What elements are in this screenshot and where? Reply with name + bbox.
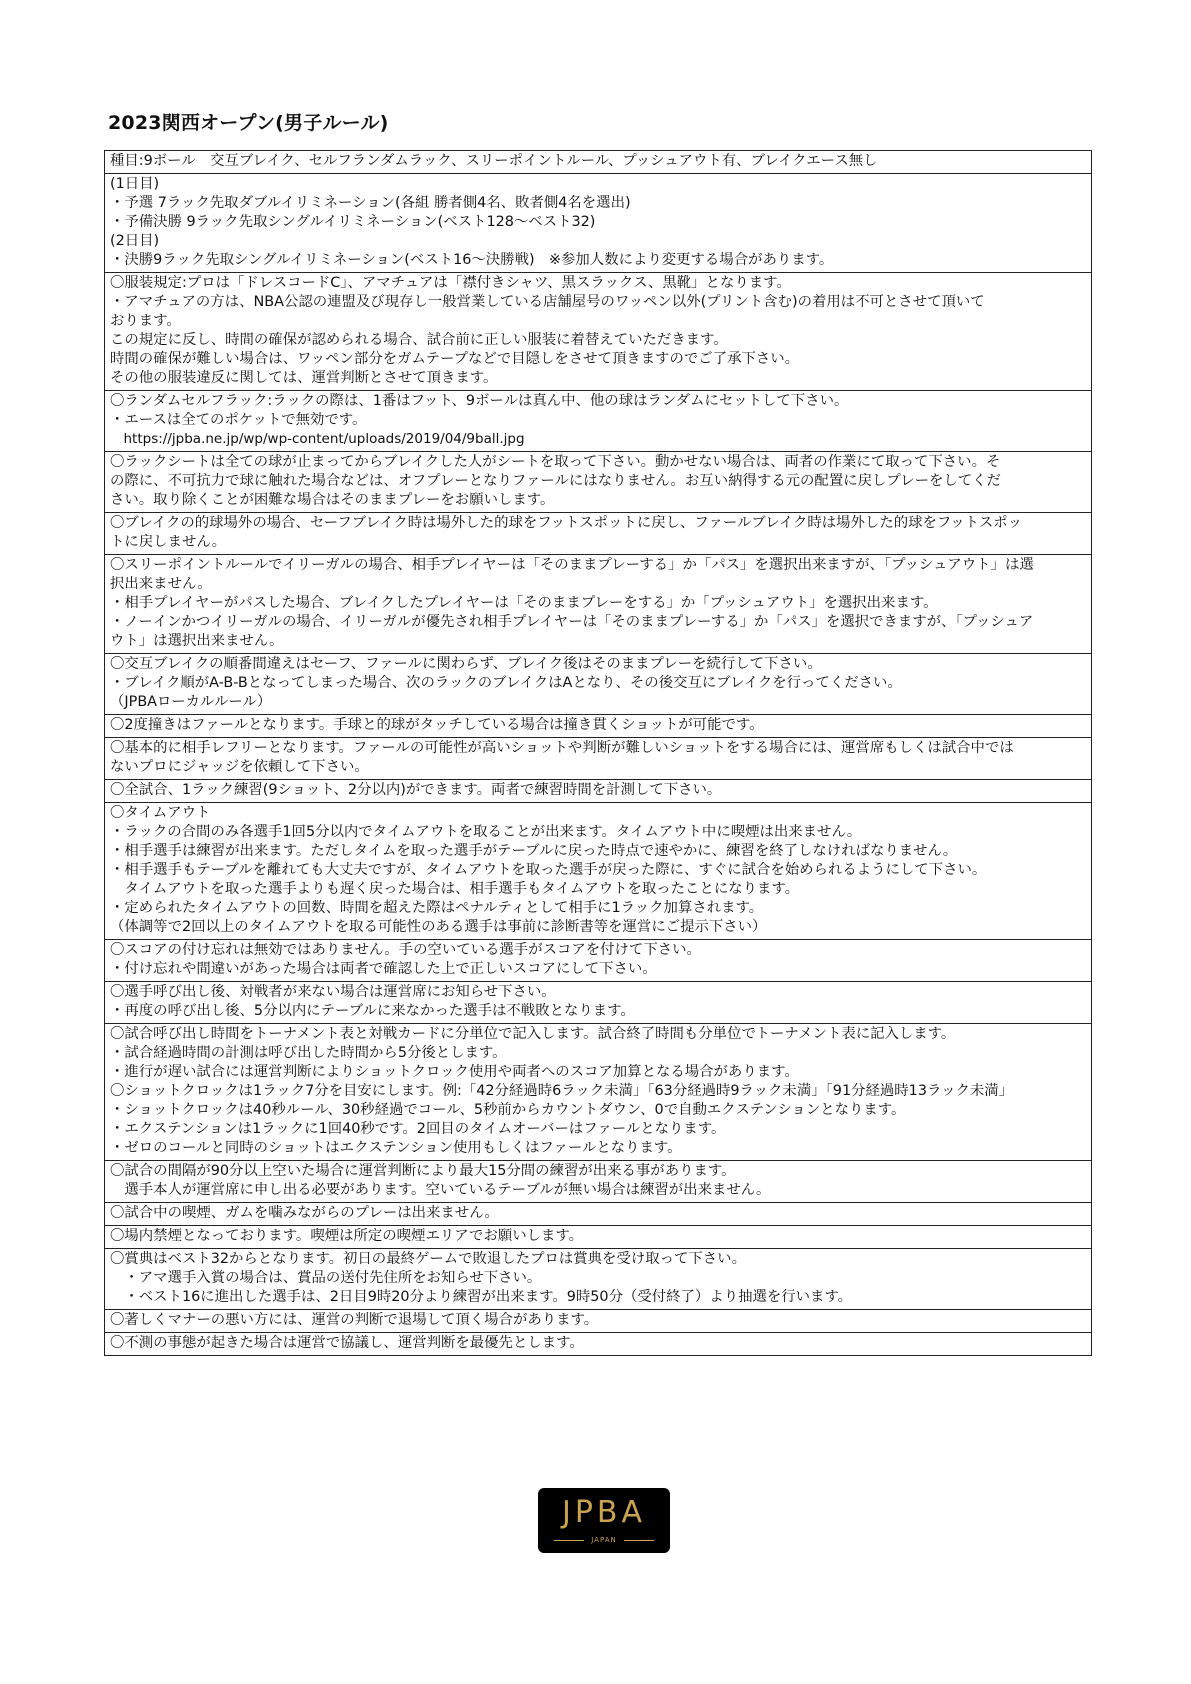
rule-row xyxy=(105,737,1091,779)
rule-line: 〇服装規定:プロは「ドレスコードC」、アマチュアは「襟付きシャツ、黒スラックス、黒靴」となります。 xyxy=(110,275,791,291)
rule-line: 〇場内禁煙となっております。喫煙は所定の喫煙エリアでお願いします。 xyxy=(110,1228,584,1244)
jpba-logo xyxy=(538,1488,670,1553)
rule-line: （体調等で2回以上のタイムアウトを取る可能性のある選手は事前に診断書等を運営にご提示下さい） xyxy=(110,919,767,935)
rule-line: 時間の確保が難しい場合は、ワッペン部分をガムテープなどで目隠しをさせて頂きますのでご了承下さい。 xyxy=(110,351,800,367)
rule-line: タイムアウトを取った選手よりも遅く戻った場合は、相手選手もタイムアウトを取ったことになります。 xyxy=(110,881,800,897)
rule-line: ・予選 7ラック先取ダブルイリミネーション(各組 勝者側4名、敗者側4名を選出) xyxy=(110,195,631,211)
rule-line: 〇ラックシートは全ての球が止まってからブレイクした人がシートを取って下さい。動かせない場合は、両者の作業にて取って下さい。そ xyxy=(110,454,1001,470)
rule-line: 〇基本的に相手レフリーとなります。ファールの可能性が高いショットや判断が難しいショットをする場合には、運営席もしくは試合中では xyxy=(110,740,1014,756)
rule-line: トに戻しません。 xyxy=(110,534,226,550)
rule-link[interactable]: https://jpba.ne.jp/wp/wp-content/uploads/2019/04/9ball.jpg xyxy=(110,431,525,447)
rule-line: 〇賞典はベスト32からとなります。初日の最終ゲームで敗退したプロは賞典を受け取って下さい。 xyxy=(110,1251,746,1267)
rule-line: さい。取り除くことが困難な場合はそのままプレーをお願いします。 xyxy=(110,492,555,508)
rule-row xyxy=(105,779,1091,802)
rule-line: 〇著しくマナーの悪い方には、運営の判断で退場して頂く場合があります。 xyxy=(110,1312,599,1328)
rule-row xyxy=(105,512,1091,554)
rule-row xyxy=(105,802,1091,939)
rule-row xyxy=(105,173,1091,272)
rule-line: 〇ランダムセルフラック:ラックの際は、1番はフット、9ボールは真ん中、他の球はランダムにセットして下さい。 xyxy=(110,393,849,409)
rule-line: 〇選手呼び出し後、対戦者が来ない場合は運営席にお知らせ下さい。 xyxy=(110,984,556,1000)
rule-row xyxy=(105,1332,1091,1355)
rule-line: ・ベスト16に進出した選手は、2日目9時20分より練習が出来ます。9時50分（受付終了）より抽選を行います。 xyxy=(110,1289,853,1305)
rule-line: ないプロにジャッジを依頼して下さい。 xyxy=(110,759,369,775)
rule-line: ・ラックの合間のみ各選手1回5分以内でタイムアウトを取ることが出来ます。タイムアウト中に喫煙は出来ません。 xyxy=(110,824,862,840)
rule-line: ・ショットクロックは40秒ルール、30秒経過でコール、5秒前からカウントダウン、0で自動エクステンションとなります。 xyxy=(110,1102,906,1118)
rule-line: おります。 xyxy=(110,313,181,329)
logo-subtitle-group xyxy=(554,1534,654,1546)
logo-rule-right xyxy=(624,1540,654,1541)
rule-row xyxy=(105,1160,1091,1202)
rule-line: ・ブレイク順がA-B-Bとなってしまった場合、次のラックのブレイクはAとなり、その後交互にブレイクを行ってください。 xyxy=(110,675,902,691)
rule-line: 〇タイムアウト xyxy=(110,805,211,821)
rule-line: ・付け忘れや間違いがあった場合は両者で確認した上で正しいスコアにして下さい。 xyxy=(110,961,657,977)
rule-line: 択出来ません。 xyxy=(110,576,212,592)
rule-line: 〇スリーポイントルールでイリーガルの場合、相手プレイヤーは「そのままプレーする」か「パス」を選択出来ますが、「プッシュアウト」は選 xyxy=(110,557,1034,573)
rule-line: 〇試合の間隔が90分以上空いた場合に運営判断により最大15分間の練習が出来る事があります。 xyxy=(110,1163,736,1179)
rule-line: 〇ブレイクの的球場外の場合、セーフブレイク時は場外した的球をフットスポットに戻し、ファールブレイク時は場外した的球をフットスポッ xyxy=(110,515,1023,531)
rule-line: ・エクステンションは1ラックに1回40秒です。2回目のタイムオーバーはファールとなります。 xyxy=(110,1121,726,1137)
rule-row xyxy=(105,451,1091,512)
rule-line: ・アマ選手入賞の場合は、賞品の送付先住所をお知らせ下さい。 xyxy=(110,1270,542,1286)
rule-row xyxy=(105,151,1091,173)
rule-row xyxy=(105,1202,1091,1225)
rule-line: ・予備決勝 9ラック先取シングルイリミネーション(ベスト128～ベスト32) xyxy=(110,214,596,230)
rule-line: ・エースは全てのポケットで無効です。 xyxy=(110,412,367,428)
rule-line: ・進行が遅い試合には運営判断によりショットクロック使用や両者へのスコア加算となる場合があります。 xyxy=(110,1064,799,1080)
rule-line: ・相手選手もテーブルを離れても大丈夫ですが、タイムアウトを取った選手が戻った際に、すぐに試合を始められるようにして下さい。 xyxy=(110,862,987,878)
rule-line: 〇交互ブレイクの順番間違えはセーフ、ファールに関わらず、ブレイク後はそのままプレーを続行して下さい。 xyxy=(110,656,822,672)
rule-row xyxy=(105,1248,1091,1309)
rule-line: の際に、不可抗力で球に触れた場合などは、オフプレーとなりファールにはなりません。お互い納得する元の配置に戻しプレーをしてくだ xyxy=(110,473,1001,489)
rule-line: (1日目) xyxy=(110,176,160,192)
rule-line: ・決勝9ラック先取シングルイリミネーション(ベスト16～決勝戦) ※参加人数により変更する場合があります。 xyxy=(110,252,834,268)
rule-row xyxy=(105,653,1091,714)
rule-line: 選手本人が運営席に申し出る必要があります。空いているテーブルが無い場合は練習が出来ません。 xyxy=(110,1182,771,1198)
rule-line: (2日目) xyxy=(110,233,160,249)
logo-subtext: JAPAN xyxy=(591,1536,617,1544)
rule-row xyxy=(105,939,1091,981)
rule-line: ・定められたタイムアウトの回数、時間を超えた際はペナルティとして相手に1ラック加算されます。 xyxy=(110,900,764,916)
rule-row xyxy=(105,714,1091,737)
rule-line: ・相手選手は練習が出来ます。ただしタイムを取った選手がテーブルに戻った時点で速やかに、練習を終了しなければなりません。 xyxy=(110,843,958,859)
rule-line: ・試合経過時間の計測は呼び出した時間から5分後とします。 xyxy=(110,1045,507,1061)
rule-line: 〇試合中の喫煙、ガムを噛みながらのプレーは出来ません。 xyxy=(110,1205,499,1221)
rule-row xyxy=(105,1225,1091,1248)
rule-line: 〇全試合、1ラック練習(9ショット、2分以内)ができます。両者で練習時間を計測して下さい。 xyxy=(110,782,722,798)
logo-rule-left xyxy=(554,1540,584,1541)
rule-line: 〇試合呼び出し時間をトーナメント表と対戦カードに分単位で記入します。試合終了時間も分単位でトーナメント表に記入します。 xyxy=(110,1026,956,1042)
rule-line: その他の服装違反に関しては、運営判断とさせて頂きます。 xyxy=(110,370,498,386)
rule-row xyxy=(105,1023,1091,1160)
rule-line: ウト」は選択出来ません。 xyxy=(110,633,284,649)
rule-row xyxy=(105,390,1091,451)
rule-line: 〇ショットクロックは1ラック7分を目安にします。例:「42分経過時6ラック未満」「63分経過時9ラック未満」「91分経過時13ラック未満」 xyxy=(110,1083,1014,1099)
rule-row xyxy=(105,272,1091,390)
rule-row xyxy=(105,981,1091,1023)
rule-line: 〇スコアの付け忘れは無効ではありません。手の空いている選手がスコアを付けて下さい。 xyxy=(110,942,701,958)
rule-line: ・相手プレイヤーがパスした場合、ブレイクしたプレイヤーは「そのままプレーをする」か「プッシュアウト」を選択出来ます。 xyxy=(110,595,938,611)
rule-line: 種目:9ボール 交互ブレイク、セルフランダムラック、スリーポイントルール、プッシュアウト有、ブレイクエース無し xyxy=(110,153,878,169)
rule-line: ・ノーインかつイリーガルの場合、イリーガルが優先され相手プレイヤーは「そのままプレーする」か「パス」を選択できますが、「プッシュア xyxy=(110,614,1034,630)
rule-line: ・再度の呼び出し後、5分以内にテーブルに来なかった選手は不戦敗となります。 xyxy=(110,1003,635,1019)
logo-text: JPBA xyxy=(561,1495,647,1530)
rule-line: ・アマチュアの方は、NBA公認の連盟及び現存し一般営業している店舗屋号のワッペン以外(プリント含む)の着用は不可とさせて頂いて xyxy=(110,294,985,310)
rule-row xyxy=(105,1309,1091,1332)
rule-line: 〇不測の事態が起きた場合は運営で協議し、運営判断を最優先とします。 xyxy=(110,1335,584,1351)
rule-line: この規定に反し、時間の確保が認められる場合、試合前に正しい服装に着替えていただきます。 xyxy=(110,332,728,348)
rule-line: （JPBAローカルルール） xyxy=(110,694,272,710)
rule-line: ・ゼロのコールと同時のショットはエクステンション使用もしくはファールとなります。 xyxy=(110,1140,682,1156)
rule-row xyxy=(105,554,1091,653)
rules-table xyxy=(104,150,1092,1356)
page-title: 2023関西オープン(男子ルール) xyxy=(108,112,389,134)
rule-line: 〇2度撞きはファールとなります。手球と的球がタッチしている場合は撞き貫くショットが可能です。 xyxy=(110,717,764,733)
